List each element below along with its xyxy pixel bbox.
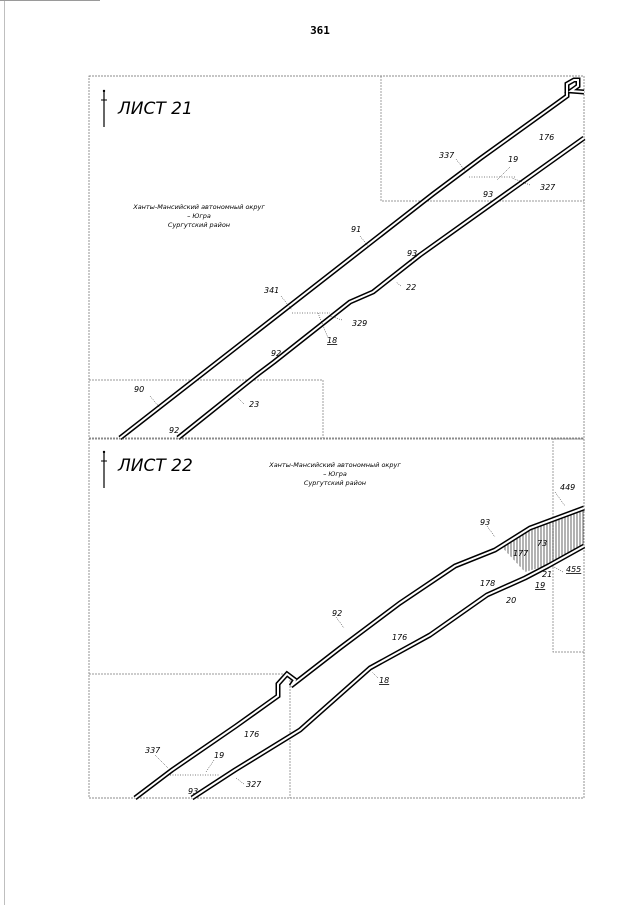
sheet-22-label: 21: [542, 570, 553, 579]
sheet-21-region-line-3: Сургутский район: [167, 221, 231, 229]
sheet-22-label: 20: [506, 596, 517, 605]
sheet-21-label: 341: [264, 286, 280, 295]
sheet-22-label: 19: [535, 581, 546, 590]
sheet-22-region-line-3: Сургутский район: [303, 479, 367, 487]
sheet-22-label: 73: [537, 539, 548, 548]
sheet-21-region-line-2: – Югра: [187, 212, 211, 220]
sheet-22-label: 92: [332, 609, 343, 618]
sheet-21-label: 327: [540, 183, 556, 192]
sheet-22-label: 176: [392, 633, 408, 642]
sheet-21-label: 18: [327, 336, 338, 345]
sheet-21-label: 92: [271, 349, 282, 358]
sheet-21-parcel-boundary-bottom: [89, 380, 323, 438]
sheet-22: [89, 439, 584, 798]
sheet-22-label: 93: [188, 787, 199, 796]
sheet-22-title: ЛИСТ 22: [118, 456, 193, 476]
sheet-22-frame: [89, 439, 584, 798]
north-arrow-icon: [101, 90, 107, 127]
page-number: 361: [310, 24, 330, 37]
sheet-21-label: 19: [508, 155, 519, 164]
sheet-21-label: 92: [169, 426, 180, 435]
north-arrow-icon: [101, 451, 107, 488]
sheet-22-label: 178: [480, 579, 496, 588]
sheet-21-label: 22: [406, 283, 417, 292]
sheet-22-label: 449: [560, 483, 576, 492]
sheet-21-label: 93: [483, 190, 494, 199]
sheet-22-region-line-2: – Югра: [323, 470, 347, 478]
sheet-21-label: 90: [134, 385, 145, 394]
sheet-21-label: 23: [249, 400, 260, 409]
sheet-21-label: 337: [439, 151, 455, 160]
sheet-22-label: 327: [246, 780, 262, 789]
sheet-22-label: 337: [145, 746, 161, 755]
sheet-21-label: 93: [407, 249, 418, 258]
sheet-22-label: 177: [513, 549, 529, 558]
sheet-21-label: 329: [352, 319, 368, 328]
sheet-22-label: 455: [566, 565, 582, 574]
sheet-21: [89, 76, 584, 438]
sheet-21-label: 91: [351, 225, 362, 234]
sheet-22-region-line-1: Ханты-Мансийский автономный округ: [269, 461, 401, 469]
sheet-21-title: ЛИСТ 21: [118, 99, 193, 119]
sheet-22-label: 93: [480, 518, 491, 527]
sheet-21-frame: [89, 76, 584, 438]
sheet-22-label: 18: [379, 676, 390, 685]
sheet-21-label: 176: [539, 133, 555, 142]
sheet-22-label: 176: [244, 730, 260, 739]
sheet-21-region-line-1: Ханты-Мансийский автономный округ: [133, 203, 265, 211]
sheet-22-label: 19: [214, 751, 225, 760]
